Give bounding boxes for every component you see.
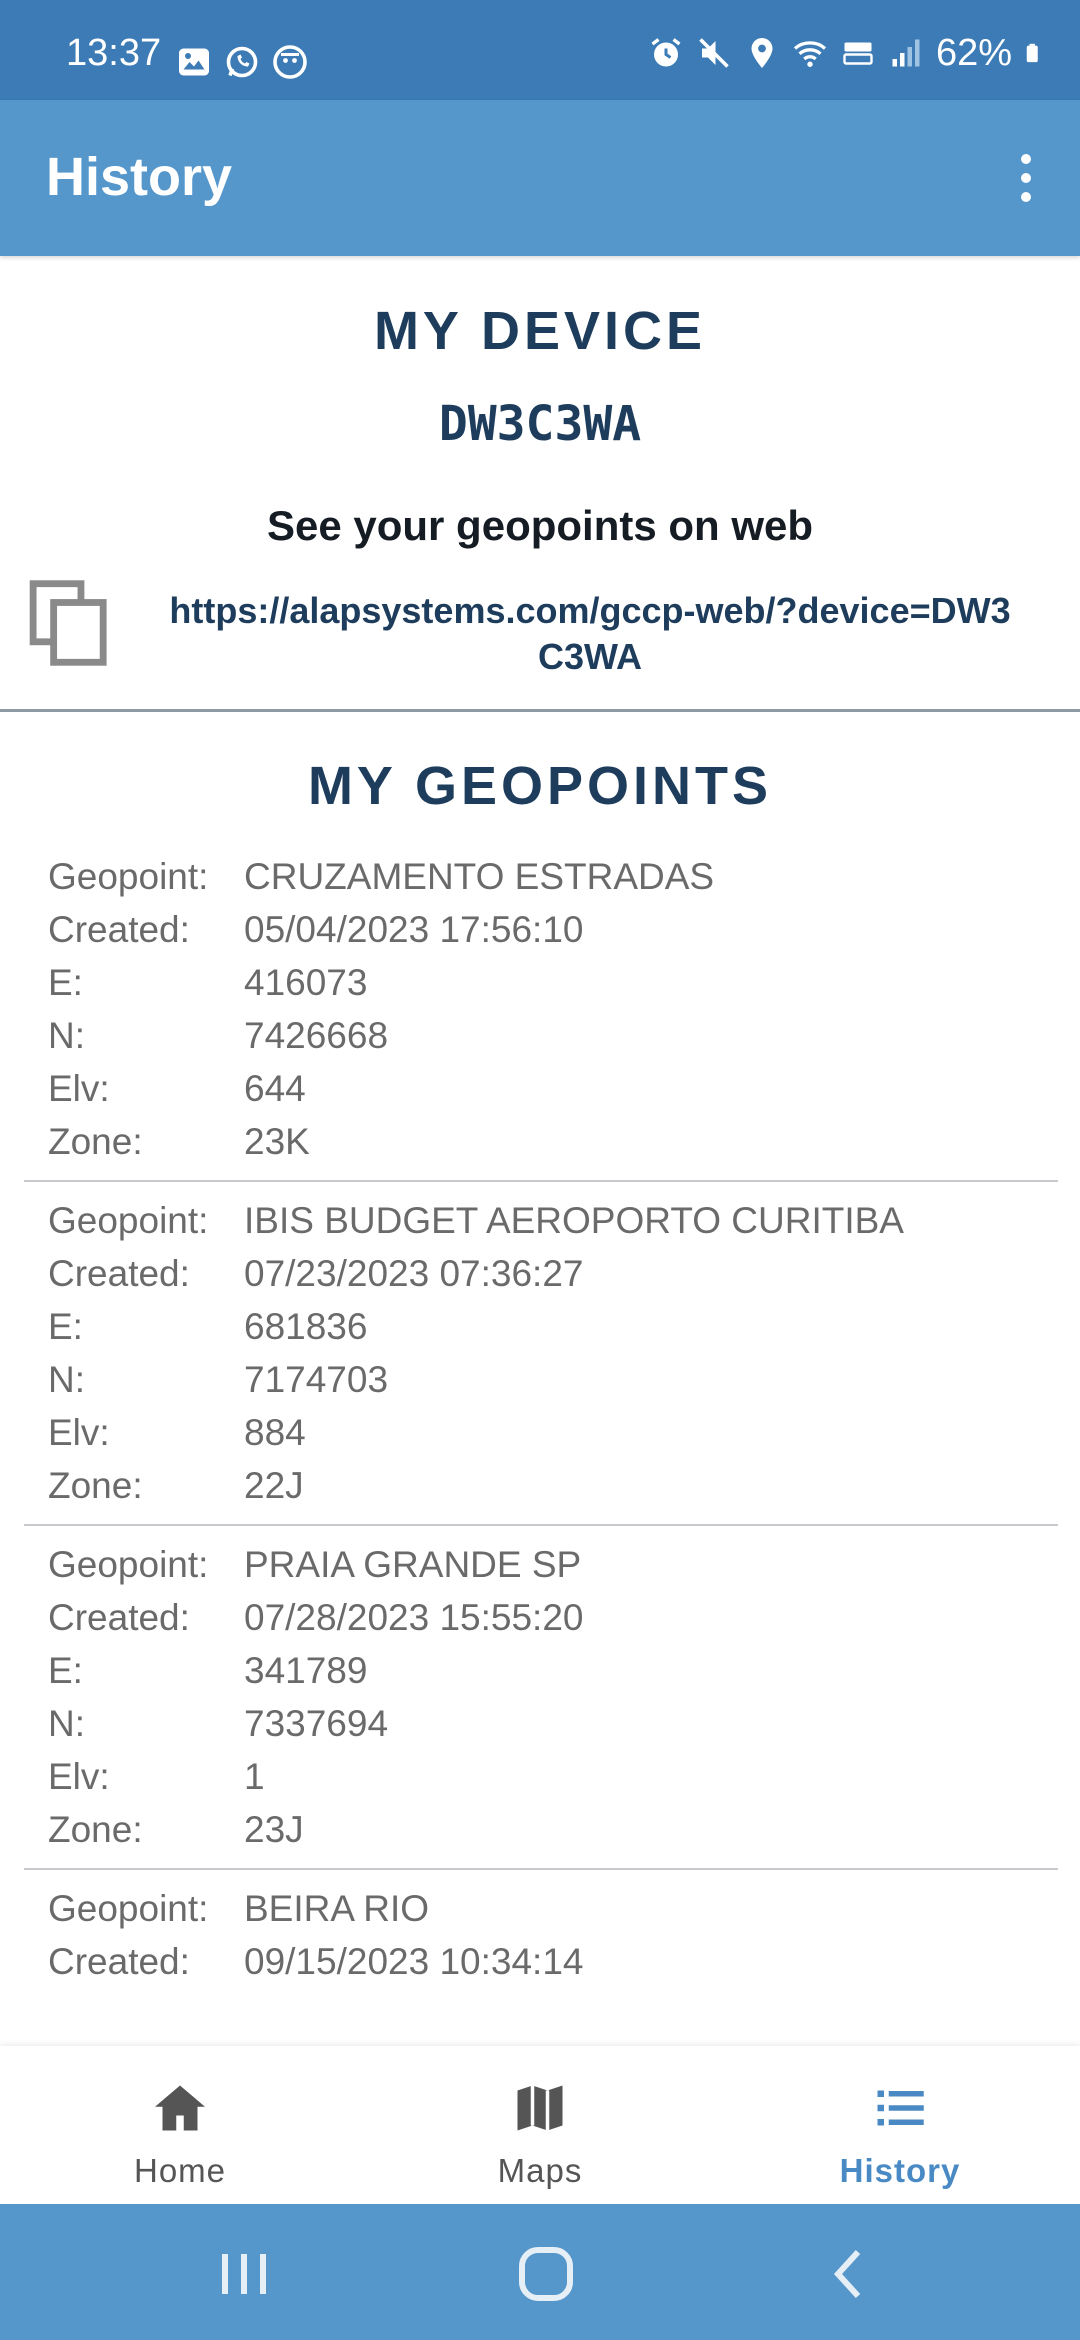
nav-label-home: Home (133, 2152, 227, 2189)
geopoint-card[interactable] (24, 1182, 1058, 1526)
app-bar (0, 100, 1080, 256)
geopoint-created: 07/28/2023 15:55:20 (244, 1596, 584, 1638)
home-button-icon[interactable] (516, 2246, 576, 2302)
geopoints-list[interactable] (24, 838, 1058, 2010)
nav-item-history[interactable] (720, 2046, 1080, 2204)
elevation-label: Elv: (48, 1755, 110, 1797)
created-label: Created: (48, 908, 190, 950)
geopoint-northing: 7337694 (244, 1702, 389, 1744)
geopoint-label: Geopoint: (48, 1199, 209, 1241)
wifi-icon (792, 35, 828, 71)
geopoint-card[interactable] (24, 838, 1058, 1182)
battery-icon (1024, 35, 1046, 71)
signal-icon (888, 35, 924, 71)
home-icon (150, 2078, 210, 2138)
geopoint-created: 05/04/2023 17:56:10 (244, 908, 584, 950)
geopoint-easting: 681836 (244, 1305, 368, 1347)
alarm-icon (648, 35, 684, 71)
recent-apps-icon[interactable] (214, 2246, 274, 2302)
system-navigation-bar (0, 2204, 1080, 2340)
nav-label-maps: Maps (497, 2152, 583, 2189)
geopoint-name: IBIS BUDGET AEROPORTO CURITIBA (244, 1199, 904, 1241)
geopoint-card[interactable] (24, 1526, 1058, 1870)
easting-label: E: (48, 961, 83, 1003)
geopoint-label: Geopoint: (48, 1887, 209, 1929)
overflow-menu-icon (1021, 154, 1031, 164)
nav-item-home[interactable] (0, 2046, 360, 2204)
zone-label: Zone: (48, 1464, 143, 1506)
easting-label: E: (48, 1649, 83, 1691)
map-icon (510, 2078, 570, 2138)
geopoint-label: Geopoint: (48, 1543, 209, 1585)
copy-icon[interactable] (28, 578, 110, 668)
geopoint-elevation: 644 (244, 1067, 306, 1109)
created-label: Created: (48, 1596, 190, 1638)
geopoint-northing: 7426668 (244, 1014, 389, 1056)
device-web-link[interactable]: https://alapsystems.com/gccp-web/?device=DW3C3WA (169, 590, 1011, 677)
geopoint-zone: 23J (244, 1808, 304, 1850)
northing-label: N: (48, 1014, 85, 1056)
geopoint-name: PRAIA GRANDE SP (244, 1543, 582, 1585)
easting-label: E: (48, 1305, 83, 1347)
mute-icon (696, 35, 732, 71)
elevation-label: Elv: (48, 1411, 110, 1453)
geopoint-label: Geopoint: (48, 855, 209, 897)
bottom-navigation (0, 2046, 1080, 2204)
whatsapp-icon (224, 44, 260, 80)
elevation-label: Elv: (48, 1067, 110, 1109)
device-heading: MY DEVICE (373, 301, 707, 361)
geopoint-created: 09/15/2023 10:34:14 (244, 1940, 584, 1982)
app-notification-icon (272, 44, 308, 80)
northing-label: N: (48, 1358, 85, 1400)
status-bar (0, 0, 1080, 100)
web-geopoints-label: See your geopoints on web (266, 502, 814, 549)
nav-item-maps[interactable] (360, 2046, 720, 2204)
overflow-menu-button[interactable] (996, 146, 1056, 210)
geopoint-name: BEIRA RIO (244, 1887, 430, 1929)
geopoint-easting: 416073 (244, 961, 368, 1003)
geopoint-card[interactable] (24, 1870, 1058, 2000)
created-label: Created: (48, 1252, 190, 1294)
device-id: DW3C3WA (438, 396, 642, 452)
geopoint-elevation: 884 (244, 1411, 306, 1453)
page-title: History (46, 147, 233, 207)
geopoint-created: 07/23/2023 07:36:27 (244, 1252, 584, 1294)
geopoint-zone: 23K (244, 1120, 310, 1162)
geopoint-zone: 22J (244, 1464, 304, 1506)
geopoint-northing: 7174703 (244, 1358, 389, 1400)
location-icon (744, 35, 780, 71)
system-status-icons (648, 34, 1046, 72)
created-label: Created: (48, 1940, 190, 1982)
image-icon (176, 44, 212, 80)
device-section (0, 256, 1080, 712)
northing-label: N: (48, 1702, 85, 1744)
notification-icons (176, 44, 308, 80)
geopoint-easting: 341789 (244, 1649, 368, 1691)
geopoint-elevation: 1 (244, 1755, 265, 1797)
list-icon (870, 2078, 930, 2138)
geopoint-name: CRUZAMENTO ESTRADAS (244, 855, 715, 897)
nav-label-history: History (839, 2152, 961, 2189)
zone-label: Zone: (48, 1120, 143, 1162)
zone-label: Zone: (48, 1808, 143, 1850)
status-time: 13:37 (66, 32, 162, 74)
geopoints-heading: MY GEOPOINTS (307, 756, 773, 816)
battery-percentage: 62% (935, 32, 1012, 74)
volte-icon (840, 35, 876, 71)
back-icon[interactable] (820, 2246, 880, 2302)
